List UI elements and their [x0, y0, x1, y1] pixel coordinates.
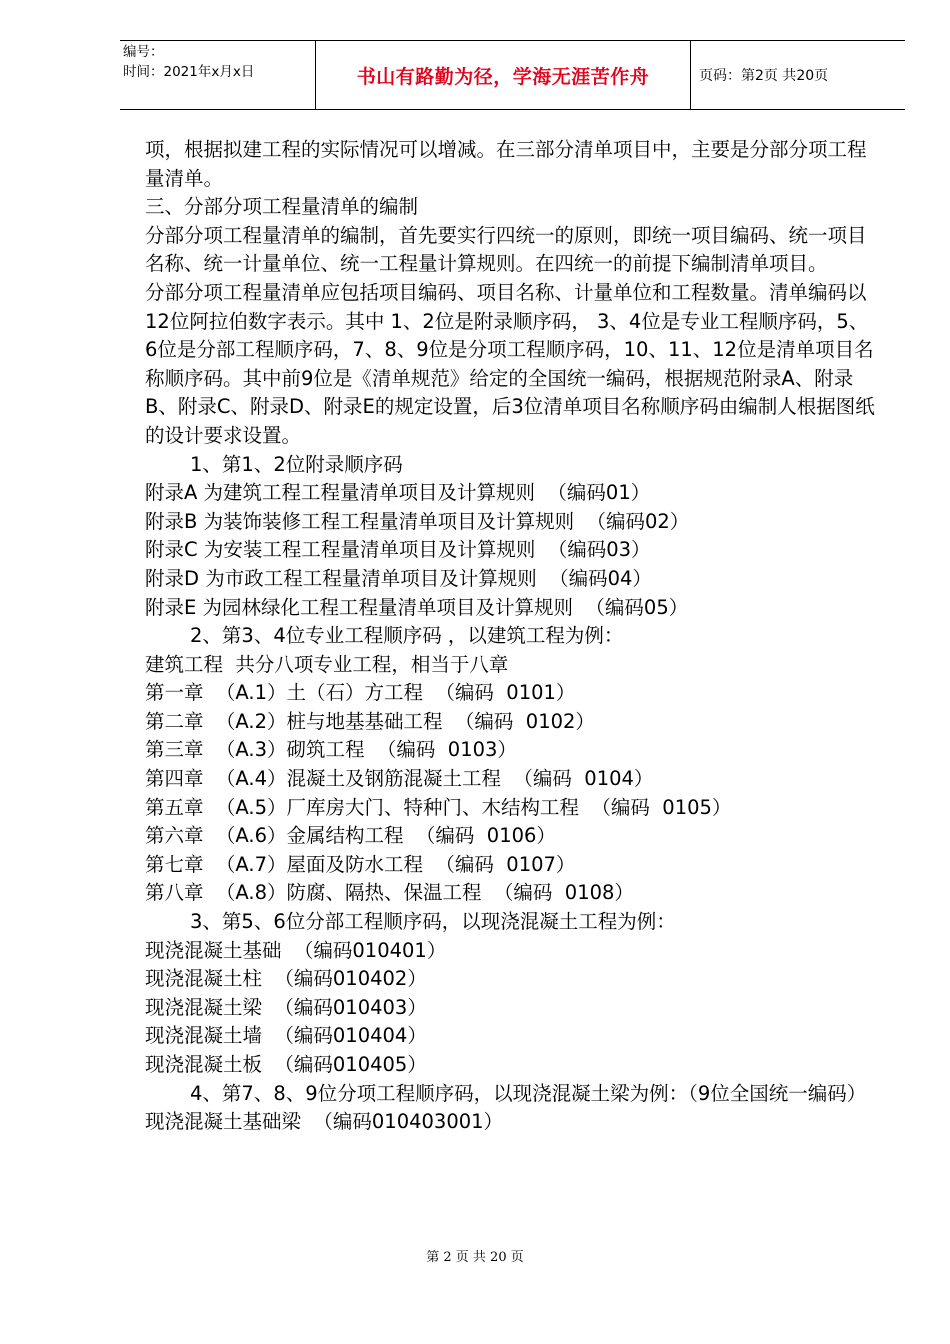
- paragraph: 附录E 为园林绿化工程工程量清单项目及计算规则 （编码05）: [145, 595, 689, 619]
- paragraph: 第三章 （A.3）砌筑工程 （编码 0103）: [145, 738, 517, 762]
- paragraph: 第七章 （A.7）屋面及防水工程 （编码 0107）: [145, 852, 576, 876]
- paragraph: 第一章 （A.1）土（石）方工程 （编码 0101）: [145, 681, 576, 705]
- header-info: [120, 41, 316, 109]
- paragraph: 附录D 为市政工程工程量清单项目及计算规则 （编码04）: [145, 566, 652, 590]
- paragraph: 现浇混凝土柱 （编码010402）: [145, 967, 427, 991]
- paragraph: 3、第5、6位分部工程顺序码，以现浇混凝土工程为例：: [190, 910, 676, 934]
- paragraph: 2、第3、4位专业工程顺序码 ，以建筑工程为例：: [190, 624, 624, 648]
- paragraph: 附录B 为装饰装修工程工程量清单项目及计算规则 （编码02）: [145, 509, 690, 533]
- time-text: 时间：2021年x月x日: [123, 64, 255, 80]
- paragraph: 第五章 （A.5）厂库房大门、特种门、木结构工程 （编码 0105）: [145, 795, 732, 819]
- paragraph: 附录A 为建筑工程工程量清单项目及计算规则 （编码01）: [145, 481, 651, 505]
- paragraph: 第六章 （A.6）金属结构工程 （编码 0106）: [145, 824, 556, 848]
- header-motto: 书山有路勤为径，学海无涯苦作舟: [316, 41, 691, 109]
- header-page-number: 页码：第2页 共20页: [699, 68, 829, 84]
- paragraph: 三、分部分项工程量清单的编制: [145, 195, 419, 219]
- paragraph: 第四章 （A.4）混凝土及钢筋混凝土工程 （编码 0104）: [145, 767, 654, 791]
- paragraph: 现浇混凝土基础 （编码010401）: [145, 938, 447, 962]
- paragraph: 1、第1、2位附录顺序码: [190, 452, 403, 476]
- paragraph: 4、第7、8、9位分项工程顺序码，以现浇混凝土梁为例：（9位全国统一编码）: [190, 1081, 867, 1105]
- document-body: [145, 136, 880, 1137]
- serial-label: 编号：: [123, 44, 164, 60]
- paragraph: 现浇混凝土墙 （编码010404）: [145, 1024, 427, 1048]
- page-footer: 第 2 页 共 20 页: [426, 1250, 524, 1265]
- paragraph: 分部分项工程量清单应包括项目编码、项目名称、计量单位和工程数量。清单编码以12位阿拉伯数字表示。其中 1、2位是附录顺序码， 3、4位是专业工程顺序码，5、6位是分部工程顺序码，7、8、9位是分项工程顺序码，10、11、12位是清单项目名称顺序码。其中前9位是《清单规范》给定的全国统一编码，根据规范附录A、附录B、附录C、附录D、附录E的规定设置，后3位清单项目名称顺序码由编制人根据图纸的设计要求设置。: [145, 280, 875, 447]
- paragraph: 第八章 （A.8）防腐、隔热、保温工程 （编码 0108）: [145, 881, 634, 905]
- paragraph: 附录C 为安装工程工程量清单项目及计算规则 （编码03）: [145, 538, 651, 562]
- paragraph: 建筑工程 共分八项专业工程，相当于八章: [145, 652, 509, 676]
- paragraph: 第二章 （A.2）桩与地基基础工程 （编码 0102）: [145, 709, 595, 733]
- page-header: [120, 40, 905, 110]
- paragraph: 现浇混凝土板 （编码010405）: [145, 1053, 427, 1076]
- paragraph: 现浇混凝土基础梁 （编码010403001）: [145, 1110, 504, 1134]
- paragraph: 现浇混凝土梁 （编码010403）: [145, 995, 427, 1019]
- paragraph: 分部分项工程量清单的编制，首先要实行四统一的原则，即统一项目编码、统一项目名称、统一计量单位、统一工程量计算规则。在四统一的前提下编制清单项目。: [145, 223, 867, 276]
- paragraph: 项，根据拟建工程的实际情况可以增减。在三部分清单项目中，主要是分部分项工程量清单。: [145, 138, 867, 190]
